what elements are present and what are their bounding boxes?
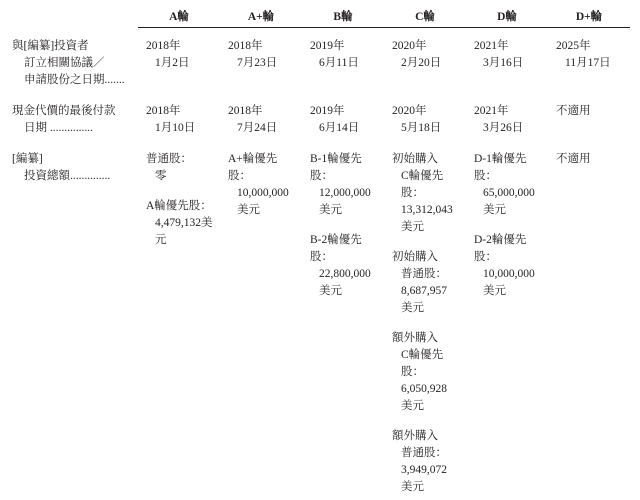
financing-rounds-table: [10, 8, 630, 500]
cell-line: D-1輪優先股：: [474, 152, 527, 182]
table-cell: [466, 28, 548, 93]
cell-group: [146, 151, 214, 185]
cell-line: 6月14日: [319, 121, 360, 134]
cell-line: 7月23日: [237, 57, 278, 70]
row-label: [10, 141, 138, 500]
row-label-line: 訂立相關協議／: [24, 56, 105, 69]
cell-line: 3月26日: [483, 121, 524, 134]
cell-line: 13,312,043: [401, 203, 453, 216]
cell-line: 2月20日: [401, 57, 442, 70]
cell-line: A輪優先股：: [146, 199, 212, 212]
table-cell: [384, 141, 466, 500]
cell-group: [310, 151, 378, 219]
row-label-line: [編纂]: [12, 152, 43, 165]
cell-line: 2020年: [392, 40, 427, 52]
cell-line: 元: [155, 233, 167, 246]
cell-line: 2018年: [146, 104, 181, 117]
cell-group: [474, 232, 542, 300]
table-header-row: [10, 8, 630, 28]
cell-line: 2020年: [392, 104, 427, 117]
row-label: [10, 93, 138, 141]
cell-line: 1月10日: [155, 121, 196, 134]
cell-line: 美元: [401, 480, 424, 493]
corner-cell: [10, 8, 138, 28]
column-header-a: A輪: [138, 8, 220, 28]
cell-line: 美元: [401, 301, 424, 314]
cell-line: 1月2日: [155, 57, 190, 70]
table-row: [10, 93, 630, 141]
cell-line: 美元: [401, 399, 424, 412]
cell-line: C輪優先股：: [401, 348, 444, 378]
column-header-d: D輪: [466, 8, 548, 28]
table-row: [10, 141, 630, 500]
cell-line: 美元: [483, 203, 506, 216]
cell-line: B-1輪優先股：: [310, 152, 362, 182]
table-cell: [220, 28, 302, 93]
table-cell: [384, 93, 466, 141]
cell-line: 12,000,000: [319, 186, 371, 199]
cell-line: 3月16日: [483, 57, 524, 70]
table-cell: [302, 28, 384, 93]
table-cell: [302, 93, 384, 141]
table-row: [10, 28, 630, 93]
cell-line: 美元: [319, 203, 342, 216]
cell-line: 3,949,072: [401, 463, 447, 476]
cell-line: 2018年: [228, 40, 263, 52]
cell-line: 65,000,000: [483, 186, 535, 199]
cell-line: 10,000,000: [483, 267, 535, 280]
cell-line: 5月18日: [401, 121, 442, 134]
cell-line: B-2輪優先股：: [310, 233, 362, 263]
cell-line: 初始購入: [392, 250, 438, 263]
cell-line: 美元: [319, 284, 342, 297]
cell-line: 零: [155, 169, 167, 182]
cell-line: 美元: [483, 284, 506, 297]
row-label: [10, 28, 138, 93]
row-label-line: 日期 ...............: [24, 121, 93, 134]
cell-group: [310, 232, 378, 300]
cell-line: 6,050,928: [401, 382, 447, 395]
table-cell: [138, 141, 220, 500]
table-cell: [220, 93, 302, 141]
cell-line: 額外購入: [392, 331, 438, 344]
table-cell: [138, 93, 220, 141]
cell-line: 11月17日: [565, 57, 611, 70]
cell-line: 普通股：: [146, 152, 192, 165]
cell-line: 額外購入: [392, 429, 438, 442]
column-header-c: C輪: [384, 8, 466, 28]
cell-group: [392, 330, 460, 415]
cell-line: A+輪優先股：: [228, 152, 278, 182]
cell-line: 6月11日: [319, 57, 359, 70]
table-body: [10, 28, 630, 500]
cell-line: 不適用: [556, 152, 591, 165]
table-cell: [466, 141, 548, 500]
column-header-a-plus: A+輪: [220, 8, 302, 28]
table-cell: [548, 28, 630, 93]
row-label-line: 投資總額..............: [24, 169, 111, 182]
cell-line: 2019年: [310, 104, 345, 117]
cell-line: 美元: [237, 203, 260, 216]
cell-line: 8,687,957: [401, 284, 447, 297]
cell-line: 初始購入: [392, 152, 438, 165]
table-cell: [548, 93, 630, 141]
cell-line: 2019年: [310, 40, 345, 52]
cell-group: [392, 151, 460, 236]
cell-group: [146, 198, 214, 249]
row-label-line: 現金代價的最後付款: [12, 104, 116, 117]
cell-line: 2018年: [228, 104, 263, 117]
row-label-line: 申請股份之日期.......: [24, 73, 125, 86]
cell-line: 4,479,132美: [155, 216, 213, 229]
cell-group: [556, 151, 624, 168]
cell-line: 22,800,000: [319, 267, 371, 280]
table-cell: [138, 28, 220, 93]
cell-line: 7月24日: [237, 121, 278, 134]
cell-group: [228, 151, 296, 219]
column-header-b: B輪: [302, 8, 384, 28]
cell-line: 普通股：: [401, 267, 447, 280]
table-cell: [384, 28, 466, 93]
cell-line: D-2輪優先股：: [474, 233, 527, 263]
cell-group: [392, 249, 460, 317]
table-cell: [302, 141, 384, 500]
cell-line: 普通股：: [401, 446, 447, 459]
table-cell: [466, 93, 548, 141]
table-header: [10, 8, 630, 28]
table-cell: [220, 141, 302, 500]
cell-line: 2021年: [474, 104, 509, 117]
row-label-line: 與[編纂]投資者: [12, 39, 89, 52]
cell-line: 10,000,000: [237, 186, 289, 199]
column-header-d-plus: D+輪: [548, 8, 630, 28]
cell-line: 2021年: [474, 40, 509, 52]
cell-group: [392, 428, 460, 496]
table-cell: [548, 141, 630, 500]
cell-line: 2018年: [146, 40, 181, 52]
cell-line: 不適用: [556, 104, 591, 117]
cell-line: 2025年: [556, 40, 591, 52]
cell-group: [474, 151, 542, 219]
cell-line: 美元: [401, 220, 424, 233]
cell-line: C輪優先股：: [401, 169, 444, 199]
